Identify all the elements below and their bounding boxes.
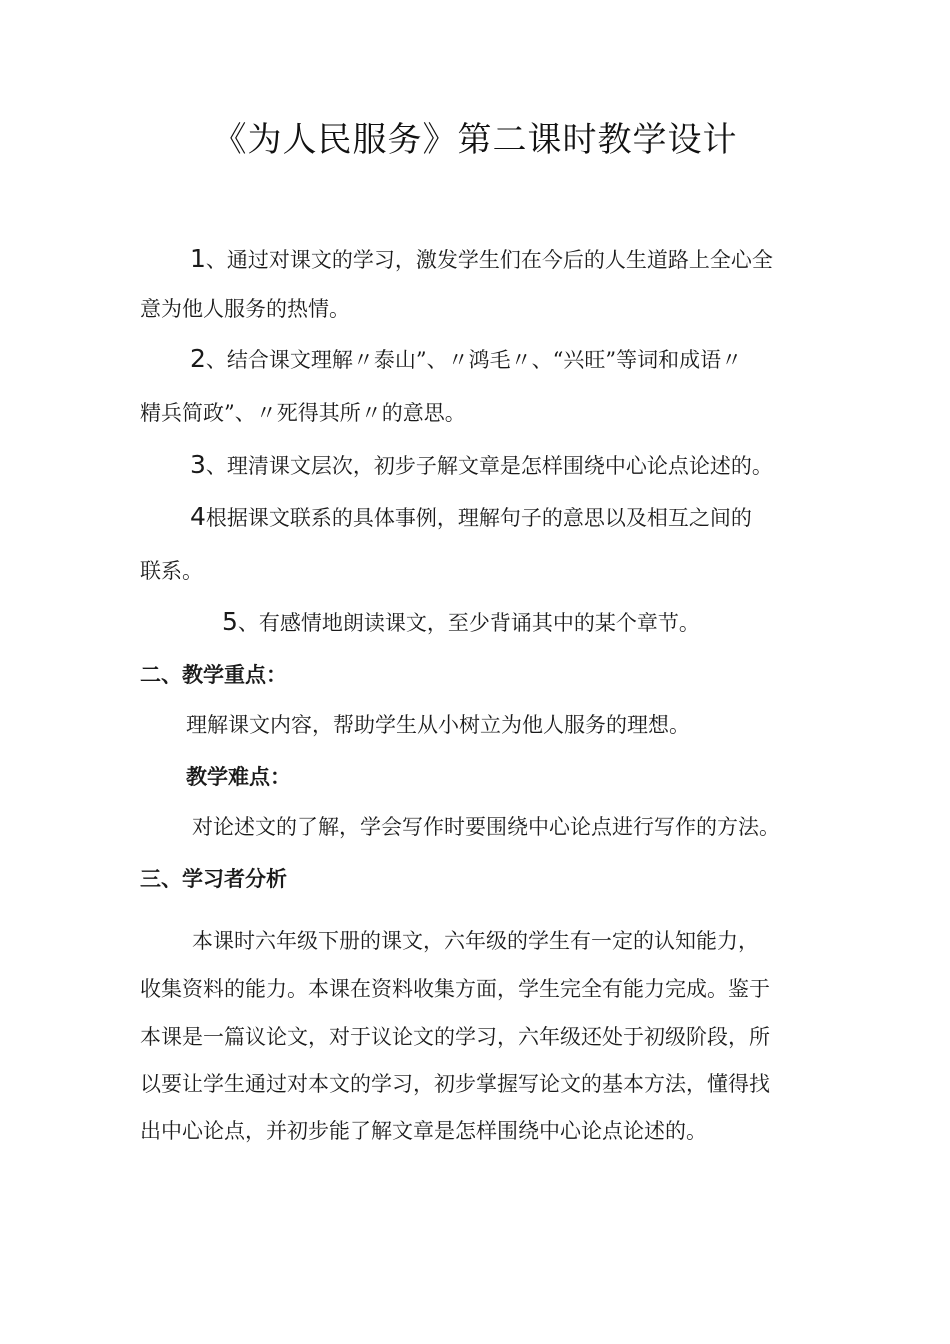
analysis-line: 以要让学生通过对本文的学习，初步掌握写论文的基本方法，懂得找: [140, 1072, 770, 1096]
objective-4-line-1: [190, 502, 752, 533]
analysis-line: 出中心论点，并初步能了解文章是怎样围绕中心论点论述的。: [140, 1119, 707, 1143]
objective-text: 、有感情地朗读课文，至少背诵其中的某个章节。: [237, 611, 700, 635]
objective-number: 3: [190, 450, 206, 479]
section-heading-learner-analysis: 三、学习者分析: [140, 867, 287, 891]
analysis-line: 本课是一篇议论文，对于议论文的学习，六年级还处于初级阶段，所: [140, 1025, 770, 1049]
objective-text: 、结合课文理解〃泰山”、〃鸿毛〃、“兴旺”等词和成语〃: [205, 348, 743, 372]
analysis-line: 本课时六年级下册的课文，六年级的学生有一定的认知能力，: [192, 929, 759, 953]
section-heading-key-points: 二、教学重点：: [140, 663, 287, 687]
objective-text: 根据课文联系的具体事例，理解句子的意思以及相互之间的: [205, 506, 752, 530]
objective-number: 4: [190, 502, 206, 531]
difficulty-text: 对论述文的了解，学会写作时要围绕中心论点进行写作的方法。: [192, 815, 780, 839]
objective-1-line-1: [190, 244, 773, 275]
objective-number: 5: [222, 607, 238, 636]
objective-text: 、理清课文层次，初步子解文章是怎样围绕中心论点论述的。: [205, 454, 773, 478]
objective-2-line-1: [190, 344, 742, 375]
analysis-line: 收集资料的能力。本课在资料收集方面，学生完全有能力完成。鉴于: [140, 977, 770, 1001]
objective-5-line-1: [222, 607, 700, 638]
objective-1-line-2: 意为他人服务的热情。: [140, 297, 350, 321]
objective-3-line-1: [190, 450, 773, 481]
difficulty-heading: 教学难点：: [186, 765, 291, 789]
document-title: 《为人民服务》第二课时教学设计: [212, 120, 738, 160]
objective-text: 、通过对课文的学习，激发学生们在今后的人生道路上全心全: [205, 248, 773, 272]
objective-2-line-2: 精兵简政”、〃死得其所〃的意思。: [140, 401, 466, 425]
key-point-text: 理解课文内容，帮助学生从小树立为他人服务的理想。: [186, 713, 690, 737]
objective-number: 1: [190, 244, 206, 273]
objective-4-line-2: 联系。: [140, 559, 203, 583]
objective-number: 2: [190, 344, 206, 373]
